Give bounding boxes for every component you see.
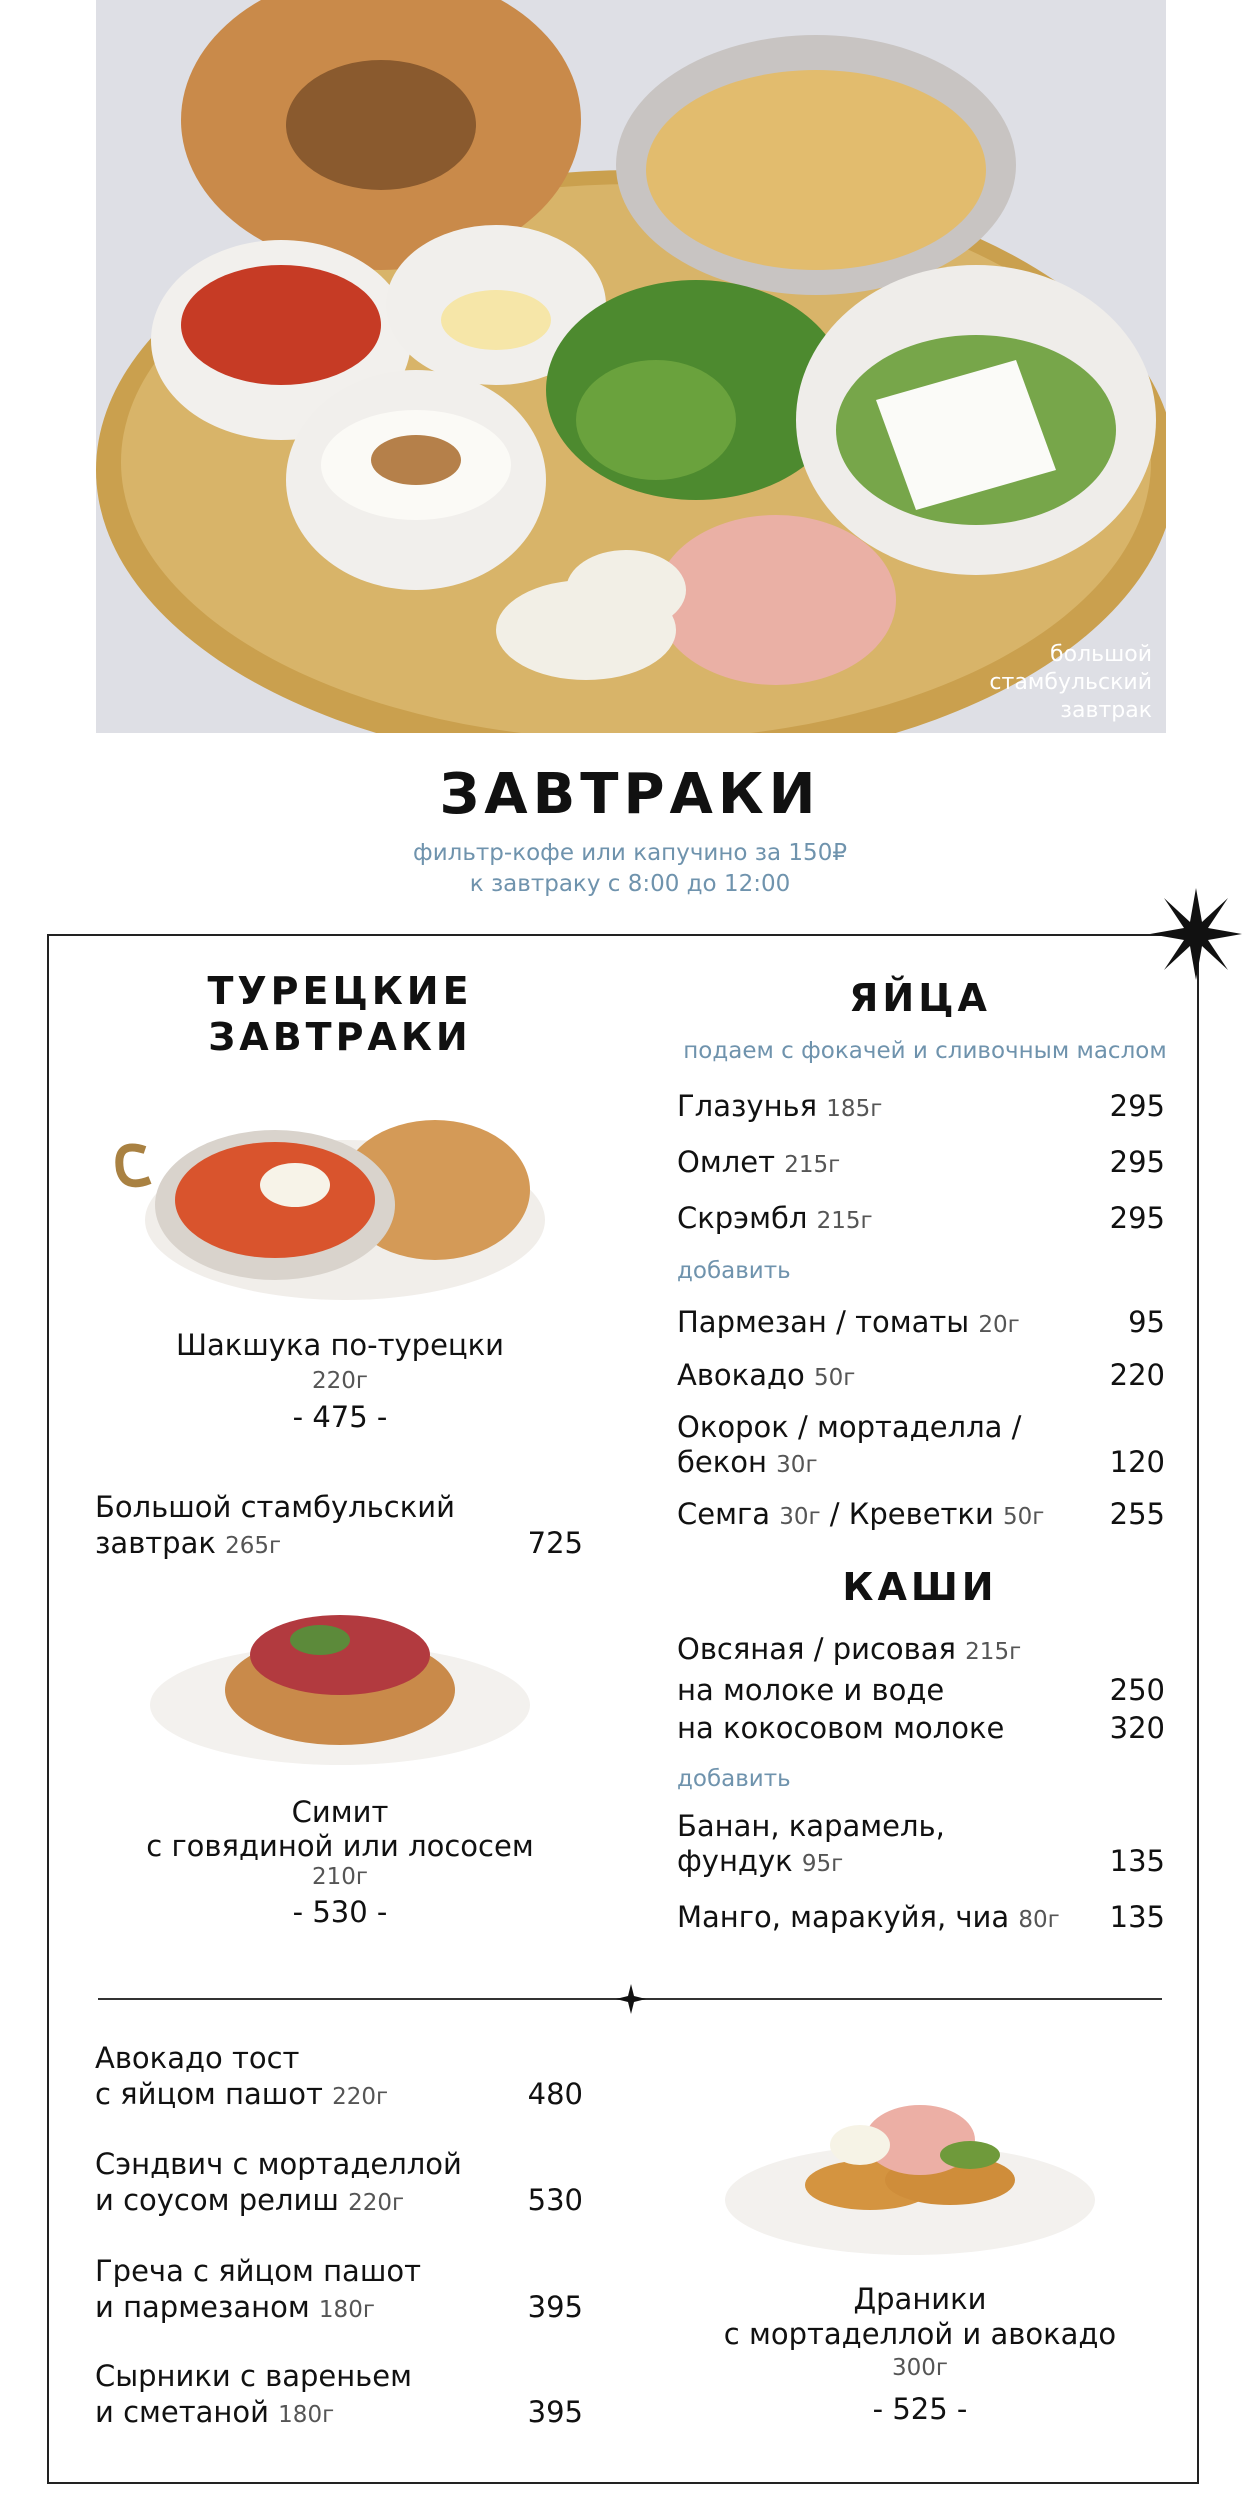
simit-image bbox=[145, 1585, 535, 1775]
add-label: добавить bbox=[677, 1258, 791, 1284]
menu-item-price: 480 bbox=[527, 2077, 583, 2111]
menu-item-price: 295 bbox=[1109, 1089, 1165, 1123]
menu-item bbox=[677, 1145, 840, 1179]
menu-item-name: Скрэмбл bbox=[677, 1201, 808, 1235]
menu-item-name: Авокадо тост bbox=[95, 2041, 300, 2075]
hero-caption-line: завтрак bbox=[1060, 698, 1152, 723]
hero-caption-line: стамбульский bbox=[989, 670, 1152, 695]
addon-name-cont: фундук bbox=[677, 1844, 793, 1878]
menu-item-name: Сэндвич с мортаделлой bbox=[95, 2147, 462, 2181]
istanbul-name-cont: завтрак bbox=[95, 1526, 216, 1560]
addon-weight: 50г bbox=[813, 1365, 856, 1391]
hero-photo bbox=[96, 0, 1166, 733]
menu-item-name-cont: и сметаной bbox=[95, 2395, 269, 2429]
shakshuka-image bbox=[105, 1090, 545, 1310]
simit-name: Симит bbox=[291, 1795, 389, 1829]
section-title-line: ЗАВТРАКИ bbox=[208, 1015, 472, 1059]
section-title-line: ТУРЕЦКИЕ bbox=[207, 969, 473, 1013]
menu-item-name-cont: и соусом релиш bbox=[95, 2183, 339, 2217]
page-title: ЗАВТРАКИ bbox=[439, 762, 821, 827]
add-label: добавить bbox=[677, 1766, 791, 1792]
addon-name: / Креветки bbox=[829, 1497, 994, 1531]
menu-item-price: 530 bbox=[527, 2183, 583, 2217]
addon-item bbox=[677, 1497, 1044, 1531]
hero-caption-line: большой bbox=[1050, 642, 1152, 667]
menu-item bbox=[677, 1201, 873, 1235]
porridge-option-price: 320 bbox=[1109, 1711, 1165, 1745]
menu-item bbox=[95, 2395, 334, 2429]
star-decoration-icon bbox=[1150, 888, 1242, 980]
addon-price: 120 bbox=[1109, 1445, 1165, 1479]
shakshuka-price: - 475 - bbox=[292, 1400, 388, 1434]
menu-item-weight: 220г bbox=[348, 2190, 405, 2216]
menu-item bbox=[677, 1089, 882, 1123]
menu-item-name: Овсяная / рисовая bbox=[677, 1632, 956, 1666]
addon-name-cont: бекон bbox=[677, 1445, 767, 1479]
istanbul-weight: 265г bbox=[225, 1533, 282, 1559]
menu-item-name: Греча с яйцом пашот bbox=[95, 2254, 421, 2288]
divider-star-icon bbox=[616, 1984, 646, 2014]
draniki-name-line2: с мортаделлой и авокадо bbox=[723, 2317, 1117, 2351]
menu-item-price: 295 bbox=[1109, 1145, 1165, 1179]
menu-item-weight: 215г bbox=[816, 1208, 873, 1234]
istanbul-price: 725 bbox=[527, 1526, 583, 1560]
menu-item bbox=[95, 2183, 404, 2217]
draniki-name: Драники bbox=[853, 2282, 987, 2316]
addon-item bbox=[677, 1844, 843, 1878]
menu-item-price: 395 bbox=[527, 2395, 583, 2429]
hero-caption bbox=[989, 641, 1152, 725]
addon-name: Банан, карамель, bbox=[677, 1809, 945, 1843]
addon-item bbox=[677, 1305, 1020, 1339]
addon-name: Манго, маракуйя, чиа bbox=[677, 1900, 1010, 1934]
porridge-option: на молоке и воде bbox=[677, 1673, 945, 1707]
shakshuka-name: Шакшука по-турецки bbox=[175, 1328, 505, 1362]
addon-name: Пармезан / томаты bbox=[677, 1305, 970, 1339]
draniki-weight: 300г bbox=[892, 2355, 948, 2381]
simit-price: - 530 - bbox=[292, 1895, 388, 1929]
addon-weight: 30г bbox=[776, 1452, 818, 1478]
addon-name: Окорок / мортаделла / bbox=[677, 1410, 1022, 1444]
addon-weight: 20г bbox=[978, 1312, 1020, 1338]
menu-item bbox=[95, 2077, 388, 2111]
promo-line: фильтр-кофе или капучино за 150₽ bbox=[413, 840, 847, 866]
addon-price: 135 bbox=[1109, 1900, 1165, 1934]
shakshuka-weight: 220г bbox=[312, 1368, 368, 1394]
addon-price: 220 bbox=[1109, 1358, 1165, 1392]
simit-name-line2: с говядиной или лососем bbox=[146, 1829, 534, 1863]
section-title-eggs: ЯЙЦА bbox=[849, 976, 991, 1020]
simit-weight: 210г bbox=[312, 1864, 368, 1890]
istanbul-name-line2 bbox=[95, 1526, 281, 1560]
menu-item-name-cont: и пармезаном bbox=[95, 2290, 310, 2324]
addon-weight: 95г bbox=[801, 1851, 844, 1877]
addon-price: 135 bbox=[1109, 1844, 1165, 1878]
addon-weight: 80г bbox=[1018, 1907, 1060, 1933]
porridge-option-price: 250 bbox=[1109, 1673, 1165, 1707]
addon-weight: 50г bbox=[1003, 1504, 1045, 1530]
draniki-price: - 525 - bbox=[872, 2392, 968, 2426]
menu-item bbox=[95, 2290, 375, 2324]
menu-item-price: 295 bbox=[1109, 1201, 1165, 1235]
breakfast-platter-image bbox=[96, 0, 1166, 733]
porridge-option: на кокосовом молоке bbox=[677, 1711, 1005, 1745]
addon-item bbox=[677, 1900, 1060, 1934]
menu-item-weight: 220г bbox=[332, 2084, 389, 2110]
menu-item bbox=[677, 1632, 1021, 1666]
draniki-image bbox=[720, 2060, 1100, 2260]
istanbul-name: Большой стамбульский bbox=[95, 1490, 455, 1524]
menu-item-weight: 185г bbox=[826, 1096, 883, 1122]
addon-name: Семга bbox=[677, 1497, 770, 1531]
section-title-porridge: КАШИ bbox=[842, 1565, 998, 1609]
menu-item-name-cont: с яйцом пашот bbox=[95, 2077, 323, 2111]
menu-item-price: 395 bbox=[527, 2290, 583, 2324]
menu-item-weight: 215г bbox=[965, 1639, 1022, 1665]
menu-item-weight: 215г bbox=[784, 1152, 841, 1178]
addon-price: 255 bbox=[1109, 1497, 1165, 1531]
menu-item-weight: 180г bbox=[318, 2297, 375, 2323]
addon-item bbox=[677, 1358, 855, 1392]
menu-item-name: Глазунья bbox=[677, 1089, 818, 1123]
promo-line: к завтраку с 8:00 до 12:00 bbox=[469, 871, 791, 897]
menu-item-name: Сырники с вареньем bbox=[95, 2359, 412, 2393]
menu-item-weight: 180г bbox=[278, 2402, 335, 2428]
addon-item bbox=[677, 1445, 818, 1479]
eggs-subtitle: подаем с фокачей и сливочным маслом bbox=[683, 1038, 1167, 1064]
addon-price: 95 bbox=[1128, 1305, 1165, 1339]
addon-name: Авокадо bbox=[677, 1358, 805, 1392]
addon-weight: 30г bbox=[779, 1504, 821, 1530]
menu-item-name: Омлет bbox=[677, 1145, 775, 1179]
section-title-turkish bbox=[160, 968, 520, 1060]
